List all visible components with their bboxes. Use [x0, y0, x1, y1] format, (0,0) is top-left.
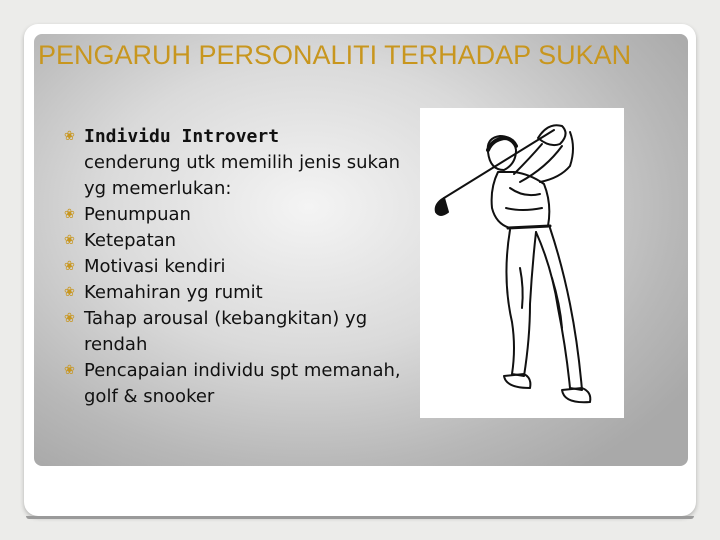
- bullet-text: cenderung utk memilih jenis sukan yg memerlukan:: [84, 152, 401, 199]
- bullet-text: Kemahiran yg rumit: [84, 282, 263, 303]
- torso: [492, 172, 550, 228]
- bullet-text: Motivasi kendiri: [84, 256, 226, 277]
- flower-bullet-icon: ❀: [64, 207, 75, 222]
- flower-bullet-icon: ❀: [64, 129, 75, 144]
- flower-bullet-icon: ❀: [64, 233, 75, 248]
- flower-bullet-icon: ❀: [64, 311, 75, 326]
- list-item: [64, 124, 414, 202]
- bullet-text: Pencapaian individu spt memanah, golf & snooker: [84, 360, 401, 407]
- left-shoe: [504, 374, 530, 388]
- shoulder-arm: [540, 132, 573, 182]
- golfer-drawing: [420, 108, 624, 418]
- flower-bullet-icon: ❀: [64, 363, 75, 378]
- right-shoe: [562, 388, 590, 402]
- bullet-text: Penumpuan: [84, 204, 191, 225]
- club-head: [436, 198, 448, 215]
- bullet-list: [64, 124, 414, 410]
- list-item: [64, 358, 414, 410]
- list-item: [64, 280, 414, 306]
- golfer-illustration: [420, 108, 624, 418]
- bullet-text: Tahap arousal (kebangkitan) yg rendah: [84, 308, 368, 355]
- bullet-label: Individu Introvert: [84, 126, 280, 147]
- list-item: [64, 202, 414, 228]
- list-item: [64, 306, 414, 358]
- flower-bullet-icon: ❀: [64, 259, 75, 274]
- bullet-text: Ketepatan: [84, 230, 177, 251]
- left-leg: [506, 230, 536, 376]
- list-item: [64, 228, 414, 254]
- slide-title: PENGARUH PERSONALITI TERHADAP SUKAN: [38, 40, 632, 70]
- list-item: [64, 254, 414, 280]
- belt: [508, 226, 550, 228]
- hands: [538, 125, 566, 145]
- flower-bullet-icon: ❀: [64, 285, 75, 300]
